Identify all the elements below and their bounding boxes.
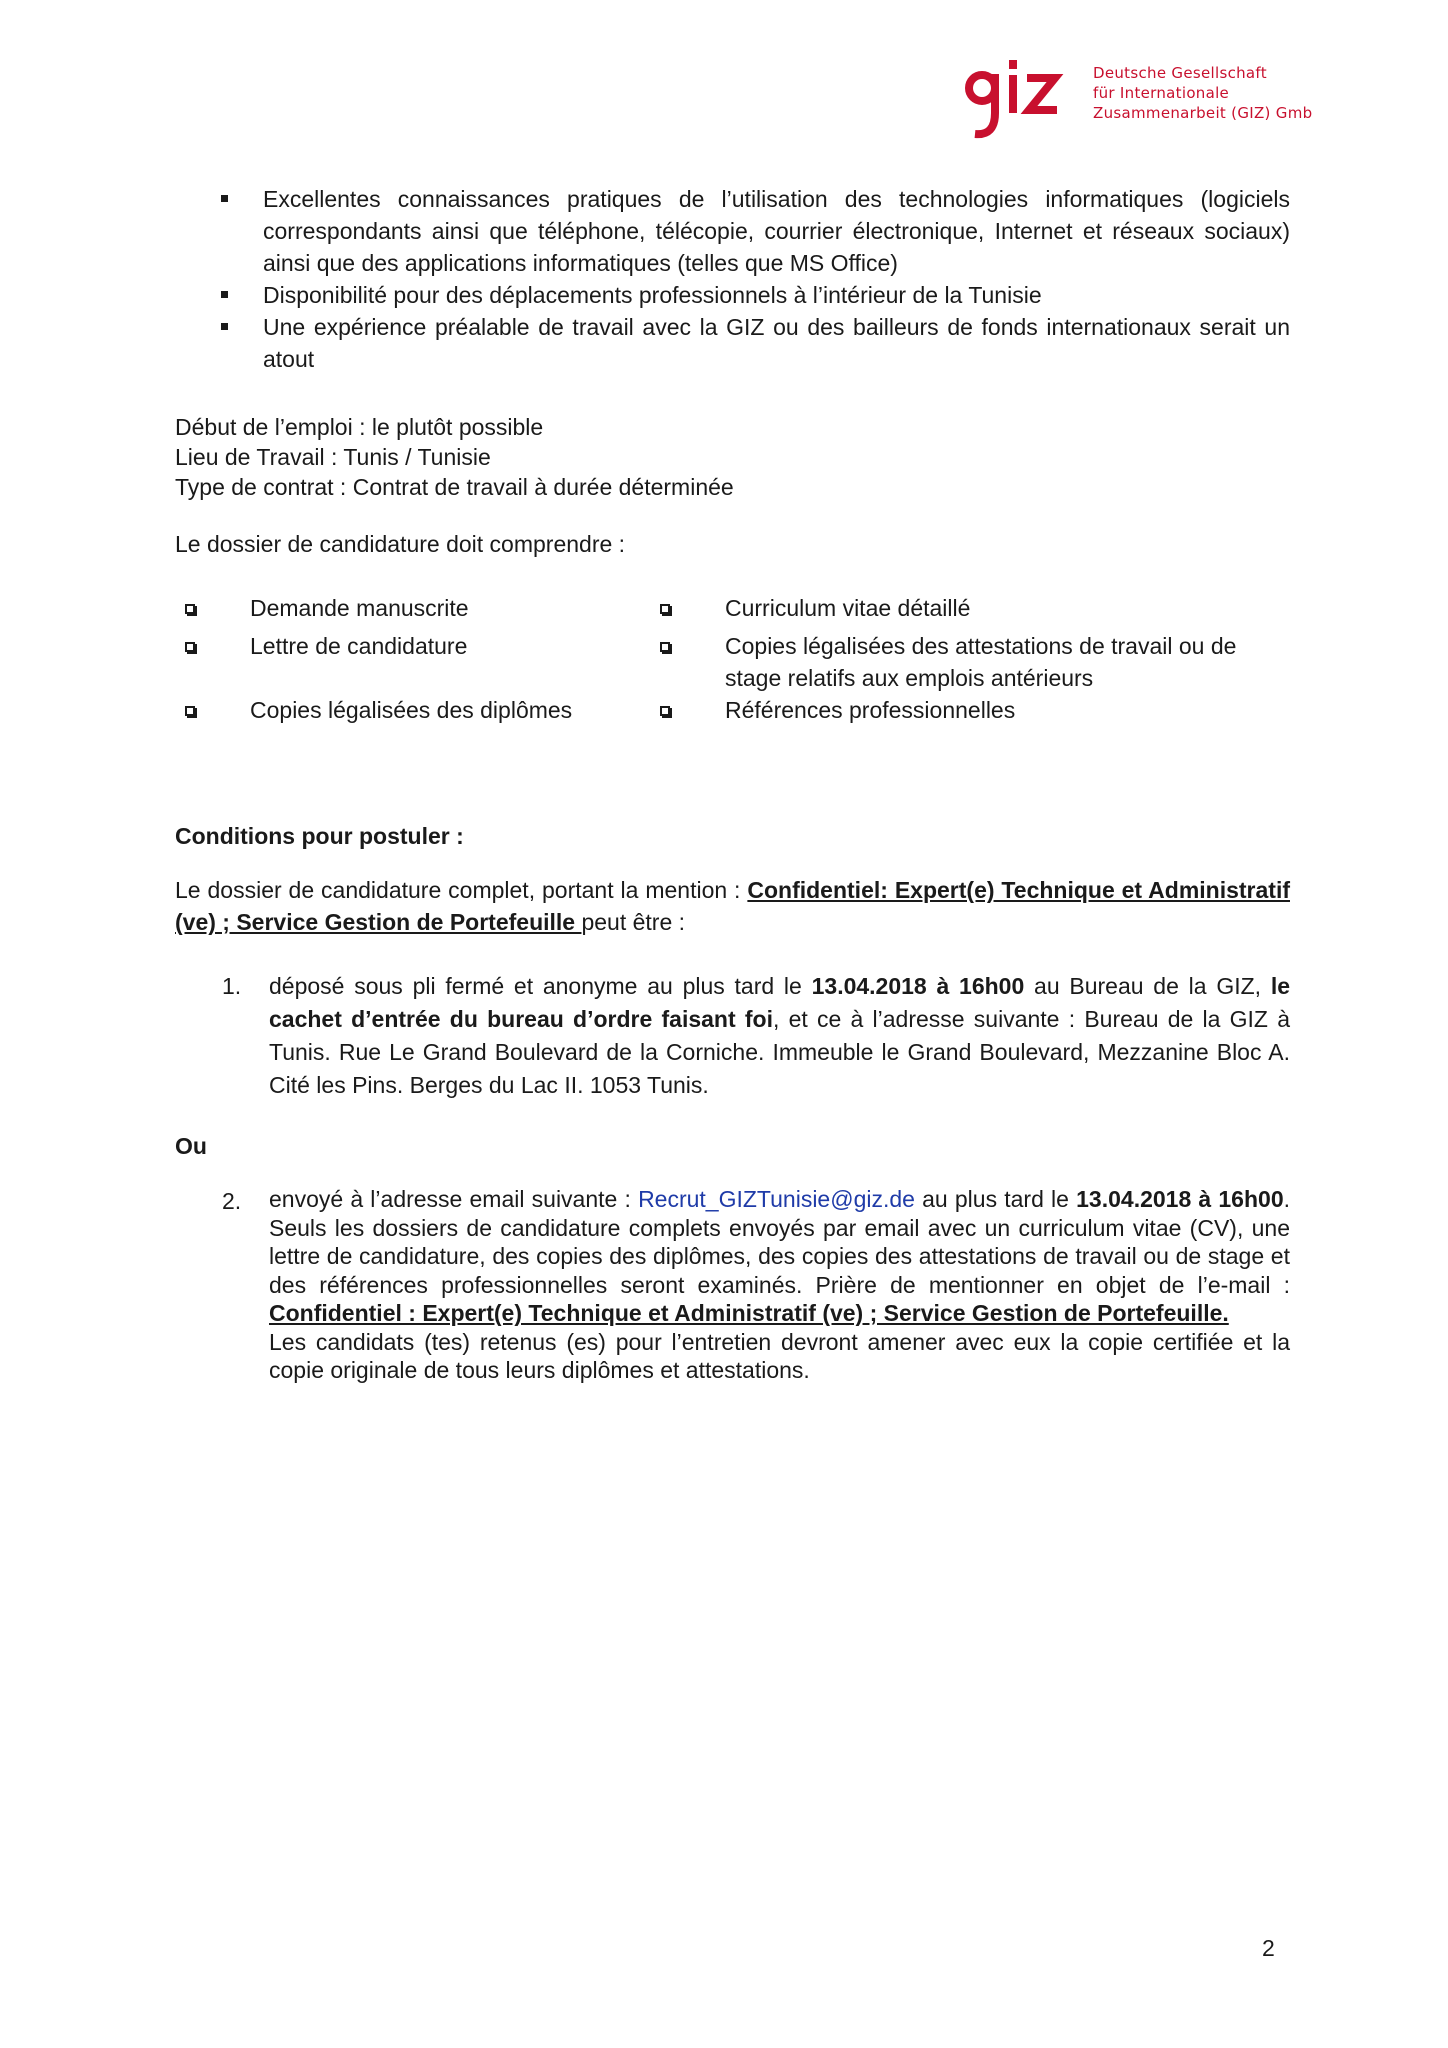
checkbox-icon — [660, 604, 670, 614]
job-start: Début de l’emploi : le plutôt possible — [175, 414, 544, 440]
square-bullet-icon — [221, 291, 228, 298]
requirement-item — [215, 279, 1290, 311]
checkbox-icon — [185, 642, 195, 652]
option-number: 2. — [222, 1188, 242, 1214]
text-segment: au plus tard le — [914, 1186, 1077, 1212]
checklist-text: Demande manuscrite — [250, 595, 469, 621]
requirement-text: Excellentes connaissances pratiques de l’utilisation des technologies informatiques (logiciels correspondants ainsi que téléphone, télécopie, courrier électronique, Internet et réseaux sociaux) ainsi que des applications informatiques (telles que MS Office) — [263, 186, 1290, 276]
interview-note: Les candidats (tes) retenus (es) pour l’entretien devront amener avec eux la copie certifiée et la copie originale de tous leurs diplômes et attestations. — [269, 1328, 1290, 1383]
checkbox-icon — [660, 706, 670, 716]
text-segment: . Seuls les dossiers de candidature complets envoyés par email avec un curriculum vitae (CV), une lettre de candidature, des copies des diplômes, des copies des attestations de travail ou de stage et des références professionnelles seront examinés. Prière de mentionner en objet de l’e-mail : — [269, 1186, 1290, 1298]
stamp-note: le cachet d’entrée du bureau d’ordre faisant foi — [269, 973, 1290, 1032]
organization-name — [1093, 63, 1312, 123]
conditions-intro — [175, 874, 1290, 938]
requirement-item — [215, 183, 1290, 279]
office-address: , et ce à l’adresse suivante : Bureau de la GIZ à Tunis. Rue Le Grand Boulevard de la Corniche. Immeuble le Grand Boulevard, Mezzanine Bloc A. Cité les Pins. Berges du Lac II. 1053 Tunis. — [269, 1006, 1290, 1098]
requirement-text: Une expérience préalable de travail avec la GIZ ou des bailleurs de fonds internationaux serait un atout — [263, 314, 1290, 372]
text-segment: déposé sous pli fermé et anonyme au plus tard le — [269, 973, 812, 999]
job-contract: Type de contrat : Contrat de travail à durée déterminée — [175, 474, 734, 500]
deadline: 13.04.2018 à 16h00 — [1076, 1186, 1284, 1212]
checklist-text: Curriculum vitae détaillé — [725, 595, 971, 621]
option-text — [269, 970, 1290, 1102]
square-bullet-icon — [221, 195, 228, 202]
text-segment: envoyé à l’adresse email suivante : — [269, 1186, 639, 1212]
job-location: Lieu de Travail : Tunis / Tunisie — [175, 444, 491, 470]
conditions-title: Conditions pour postuler : — [175, 823, 464, 849]
checkbox-icon — [185, 706, 195, 716]
checkbox-icon — [660, 642, 670, 652]
email-subject: Confidentiel : Expert(e) Technique et Administratif (ve) ; Service Gestion de Portefeuille. — [269, 1300, 1229, 1326]
giz-logo-mark — [965, 58, 1075, 143]
checklist-text: Copies légalisées des attestations de travail ou de stage relatifs aux emplois antérieurs — [725, 633, 1237, 691]
application-mention: Confidentiel: Expert(e) Technique et Administratif (ve) ; Service Gestion de Portefeuille — [175, 877, 1290, 935]
square-bullet-icon — [221, 323, 228, 330]
page-number: 2 — [1262, 1935, 1275, 1961]
requirements-list — [215, 183, 1290, 375]
job-info — [175, 412, 1290, 502]
giz-logo — [965, 58, 1313, 148]
submission-option-2 — [222, 1185, 1290, 1385]
option-text — [269, 1185, 1290, 1385]
deadline: 13.04.2018 à 16h00 — [811, 973, 1025, 999]
text-segment: au Bureau de la GIZ, — [1024, 973, 1271, 999]
conditions-intro-text: Le dossier de candidature complet, portant la mention : — [175, 877, 748, 903]
org-line-2: für Internationale — [1093, 84, 1230, 102]
dossier-intro: Le dossier de candidature doit comprendre : — [175, 531, 626, 557]
requirement-item — [215, 311, 1290, 375]
or-separator: Ou — [175, 1133, 207, 1159]
org-line-1: Deutsche Gesellschaft — [1093, 64, 1267, 82]
option-number: 1. — [222, 973, 242, 999]
checklist-text: Lettre de candidature — [250, 633, 468, 659]
checklist-text: Copies légalisées des diplômes — [250, 697, 573, 723]
submission-option-1 — [222, 970, 1290, 1102]
checklist-text: Références professionnelles — [725, 697, 1016, 723]
requirement-text: Disponibilité pour des déplacements professionnels à l’intérieur de la Tunisie — [263, 282, 1042, 308]
org-line-3: Zusammenarbeit (GIZ) Gmb — [1093, 104, 1313, 122]
email-link[interactable]: Recrut_GIZTunisie@giz.de — [638, 1186, 915, 1212]
checkbox-icon — [185, 604, 195, 614]
conditions-intro-end: peut être : — [581, 909, 686, 935]
